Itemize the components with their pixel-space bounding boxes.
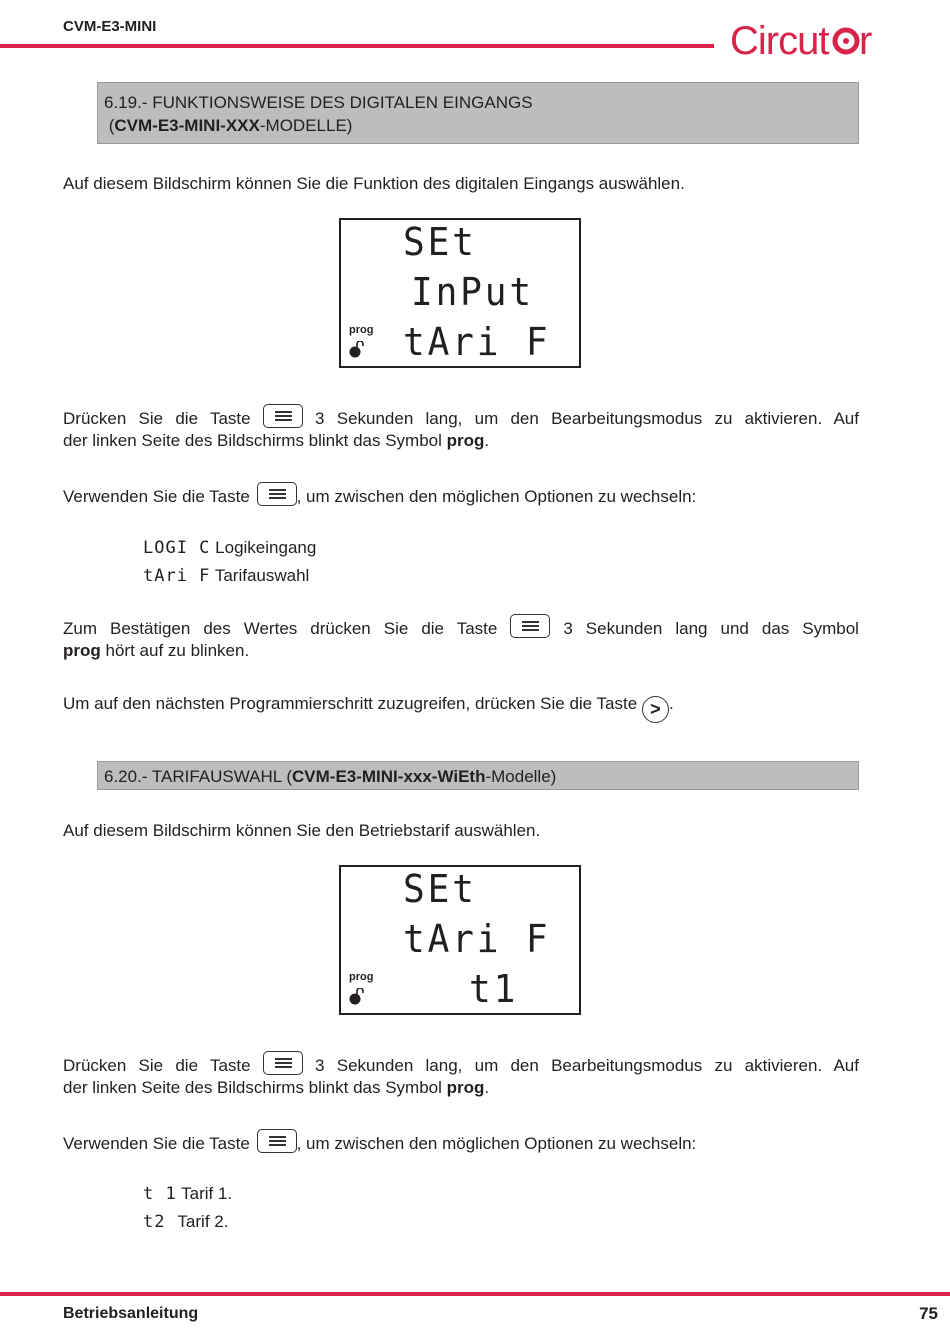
heading-text: 6.20.- TARIFAUSWAHL ( bbox=[104, 767, 292, 786]
text: hört auf zu blinken. bbox=[105, 641, 250, 660]
text: Drücken Sie die Taste bbox=[63, 409, 251, 428]
intro-text-1: Auf diesem Bildschirm können Sie die Funktion des digitalen Eingangs auswählen. bbox=[63, 174, 685, 193]
footer-rule bbox=[0, 1292, 950, 1296]
text: Verwenden Sie die Taste bbox=[63, 487, 250, 506]
text: , um zwischen den möglichen Optionen zu wechseln: bbox=[296, 487, 697, 506]
paragraph-confirm-b bbox=[63, 639, 859, 662]
lcd-row-3: t1 bbox=[469, 967, 519, 1011]
paragraph-edit-mode-2b bbox=[63, 1076, 859, 1099]
menu-key-icon bbox=[263, 1051, 303, 1075]
list-item bbox=[143, 534, 316, 562]
paragraph-edit-mode-2 bbox=[63, 1051, 859, 1077]
page-number: 75 bbox=[919, 1304, 938, 1323]
option-list-2 bbox=[143, 1180, 232, 1236]
option-list-1 bbox=[143, 534, 316, 590]
heading-paren: ( bbox=[108, 116, 115, 135]
option-code: t 1 bbox=[143, 1184, 177, 1204]
menu-key-icon bbox=[257, 482, 297, 506]
text: 3 Sekunden lang und das Symbol bbox=[563, 619, 859, 638]
text: . bbox=[484, 1078, 490, 1097]
list-item bbox=[143, 1180, 232, 1208]
text: 3 Sekunden lang, um den Bearbeitungsmodus zu aktivieren. Auf bbox=[315, 409, 859, 428]
prog-bold: prog bbox=[63, 641, 101, 660]
circutor-logo bbox=[728, 16, 880, 62]
next-key-icon: > bbox=[642, 696, 669, 723]
heading-rest: -Modelle) bbox=[485, 767, 557, 786]
option-label: Logikeingang bbox=[215, 538, 317, 557]
unlock-icon bbox=[349, 341, 365, 359]
option-label: Tarifauswahl bbox=[214, 566, 310, 585]
text: 3 Sekunden lang, um den Bearbeitungsmodus zu aktivieren. Auf bbox=[315, 1056, 859, 1075]
footer-doc-name: Betriebsanleitung bbox=[63, 1305, 199, 1322]
menu-key-icon bbox=[257, 1129, 297, 1153]
prog-label: prog bbox=[349, 971, 374, 983]
svg-text:Circut: Circut bbox=[730, 19, 829, 62]
paragraph-next-step bbox=[63, 692, 859, 723]
section-heading-line2 bbox=[104, 114, 852, 137]
prog-bold: prog bbox=[446, 1078, 485, 1097]
prog-bold: prog bbox=[446, 431, 485, 450]
section-heading-6-19 bbox=[97, 82, 859, 144]
heading-rest: -MODELLE) bbox=[259, 116, 353, 135]
lcd-row-1: SEt bbox=[403, 867, 477, 911]
heading-model-bold: CVM-E3-MINI-XXX bbox=[114, 116, 260, 135]
svg-text:r: r bbox=[859, 19, 873, 62]
option-code: tAri F bbox=[143, 566, 211, 586]
unlock-icon bbox=[349, 988, 365, 1006]
lcd-row-3: tAri F bbox=[403, 320, 551, 364]
text: . bbox=[484, 431, 490, 450]
lcd-display-input bbox=[339, 218, 581, 368]
text: , um zwischen den möglichen Optionen zu wechseln: bbox=[296, 1134, 697, 1153]
text: Verwenden Sie die Taste bbox=[63, 1134, 250, 1153]
text: . bbox=[668, 694, 674, 713]
menu-key-icon bbox=[263, 404, 303, 428]
prog-label: prog bbox=[349, 324, 374, 336]
option-label: Tarif 1. bbox=[181, 1184, 233, 1203]
text: Um auf den nächsten Programmierschritt zuzugreifen, drücken Sie die Taste bbox=[63, 694, 638, 713]
text: der linken Seite des Bildschirms blinkt das Symbol bbox=[63, 431, 442, 450]
text: Zum Bestätigen des Wertes drücken Sie die Taste bbox=[63, 619, 498, 638]
section-heading-6-20 bbox=[97, 761, 859, 790]
lcd-row-2: InPut bbox=[411, 270, 534, 314]
heading-model-bold: CVM-E3-MINI-xxx-WiEth bbox=[292, 767, 486, 786]
lcd-row-2: tAri F bbox=[403, 917, 551, 961]
option-code: LOGI C bbox=[143, 538, 211, 558]
lcd-row-1: SEt bbox=[403, 220, 477, 264]
list-item bbox=[143, 1208, 232, 1236]
lcd-display-tarif bbox=[339, 865, 581, 1015]
option-label: Tarif 2. bbox=[177, 1212, 229, 1231]
text: Drücken Sie die Taste bbox=[63, 1056, 251, 1075]
list-item bbox=[143, 562, 316, 590]
text: der linken Seite des Bildschirms blinkt das Symbol bbox=[63, 1078, 442, 1097]
paragraph-switch-options-1 bbox=[63, 482, 859, 508]
header-rule bbox=[0, 44, 714, 48]
section-heading-line1: 6.19.- FUNKTIONSWEISE DES DIGITALEN EINGANGS bbox=[104, 93, 533, 112]
option-code: t2 bbox=[143, 1212, 166, 1232]
document-title: CVM-E3-MINI bbox=[63, 18, 157, 35]
intro-text-2: Auf diesem Bildschirm können Sie den Betriebstarif auswählen. bbox=[63, 821, 541, 840]
paragraph-edit-mode-1b bbox=[63, 429, 859, 452]
menu-key-icon bbox=[510, 614, 550, 638]
paragraph-edit-mode-1 bbox=[63, 404, 859, 430]
paragraph-switch-options-2 bbox=[63, 1129, 859, 1155]
paragraph-confirm bbox=[63, 614, 859, 640]
